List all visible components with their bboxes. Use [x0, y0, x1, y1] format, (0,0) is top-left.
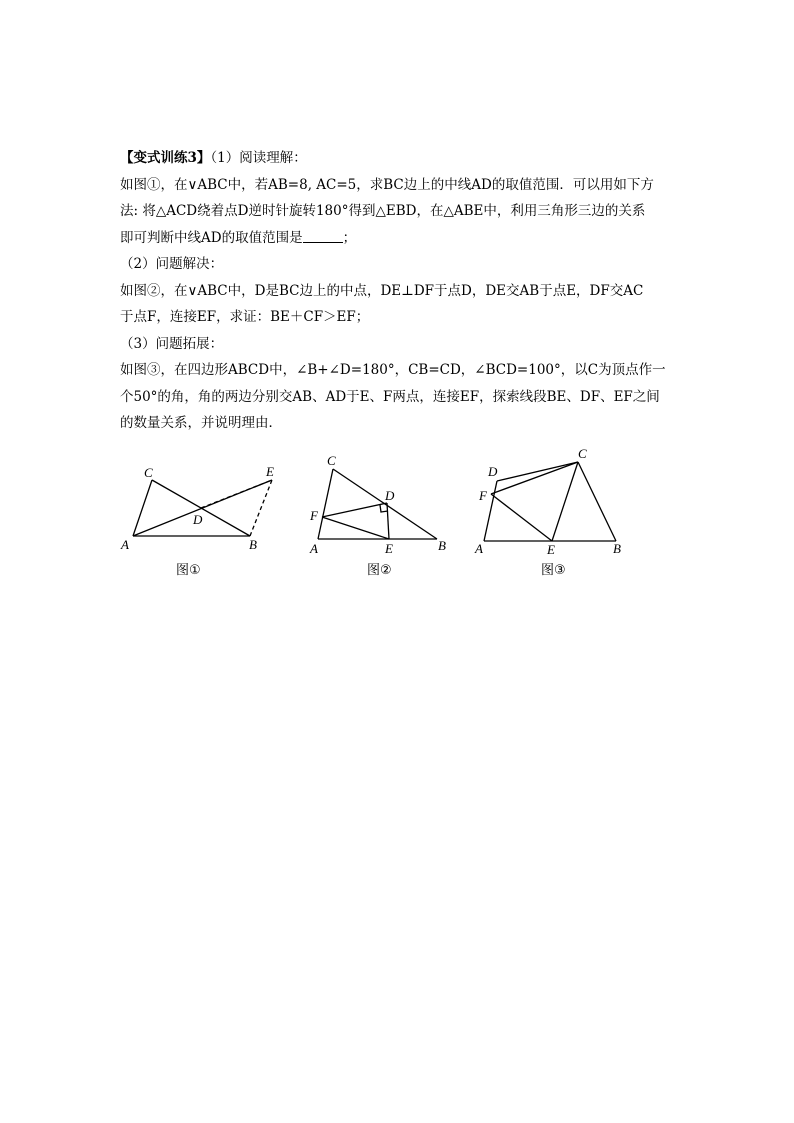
fig3-segment-cb — [578, 462, 616, 541]
fig3-segment-cf — [491, 462, 578, 494]
fig3-label-d: D — [488, 464, 498, 479]
part1-title: （1）阅读理解： — [210, 150, 307, 166]
fig1-label-e: E — [266, 464, 274, 479]
fig2-label-d: D — [385, 488, 395, 503]
figure-3-labels — [474, 446, 621, 578]
fig3-caption: 图③ — [541, 563, 566, 578]
part1-line-3-end: ； — [342, 229, 357, 246]
part2-line-2: 于点F，连接EF，求证：BE＋CF＞EF； — [120, 309, 370, 325]
fig3-label-c: C — [578, 446, 587, 461]
part2-line-1: 如图②，在∨ABC中，D是BC边上的中点，DE⊥DF于点D，DE交AB于点E，DF交AC — [120, 282, 644, 299]
fig2-segment-fe — [322, 517, 389, 539]
figure-3 — [484, 462, 616, 541]
fig1-label-a: A — [121, 537, 129, 552]
fig2-label-e: E — [385, 541, 393, 556]
fig1-label-d: D — [193, 512, 203, 527]
problem-heading: 【变式训练3】 — [120, 150, 211, 166]
fig2-segment-ac — [318, 469, 333, 539]
fig1-segment-ac — [133, 480, 152, 536]
fig1-segment-be-dashed — [250, 480, 272, 536]
part1-line-2: 法: 将△ACD绕着点D逆时针旋转180°得到△EBD，在△ABE中，利用三角形三边的关系 — [120, 203, 646, 219]
fig3-label-a: A — [475, 541, 483, 556]
fig2-label-c: C — [327, 453, 336, 468]
fig1-label-b: B — [249, 537, 257, 552]
part2-title: （2）问题解决： — [120, 256, 224, 272]
part1-line-1: 如图①，在∨ABC中，若AB=8, AC=5，求BC边上的中线AD的取值范围．可以用如下方 — [120, 176, 654, 193]
fig3-label-f: F — [479, 488, 487, 503]
fig3-segment-ce — [552, 462, 578, 541]
part3-line-1: 如图③，在四边形ABCD中，∠B+∠D=180°，CB=CD，∠BCD=100°，以C为顶点作一 — [120, 362, 666, 378]
fig3-segment-dc — [497, 462, 578, 481]
figure-1 — [133, 480, 272, 536]
part3-line-3: 的数量关系，并说明理由． — [120, 415, 282, 431]
fig2-segment-fd — [322, 503, 387, 517]
fig2-label-b: B — [438, 538, 446, 553]
part1-line-3-text: 即可判断中线AD的取值范围是 — [120, 229, 303, 246]
fig2-segment-de — [387, 503, 389, 539]
fig2-label-f: F — [310, 508, 318, 523]
part3-title: （3）问题拓展： — [120, 335, 224, 352]
fig1-label-c: C — [144, 465, 153, 480]
fig1-caption: 图① — [176, 563, 201, 578]
fig2-caption: 图② — [367, 563, 392, 578]
fig3-segment-fe — [491, 494, 552, 541]
fig3-label-e: E — [547, 542, 555, 557]
figure-2 — [318, 469, 437, 539]
part3-line-2: 个50°的角，角的两边分别交AB、AD于E、F两点，连接EF，探索线段BE、DF、EF之间 — [120, 388, 660, 405]
fig2-label-a: A — [310, 541, 318, 556]
figure-1-labels — [120, 464, 274, 578]
fig3-label-b: B — [613, 541, 621, 556]
